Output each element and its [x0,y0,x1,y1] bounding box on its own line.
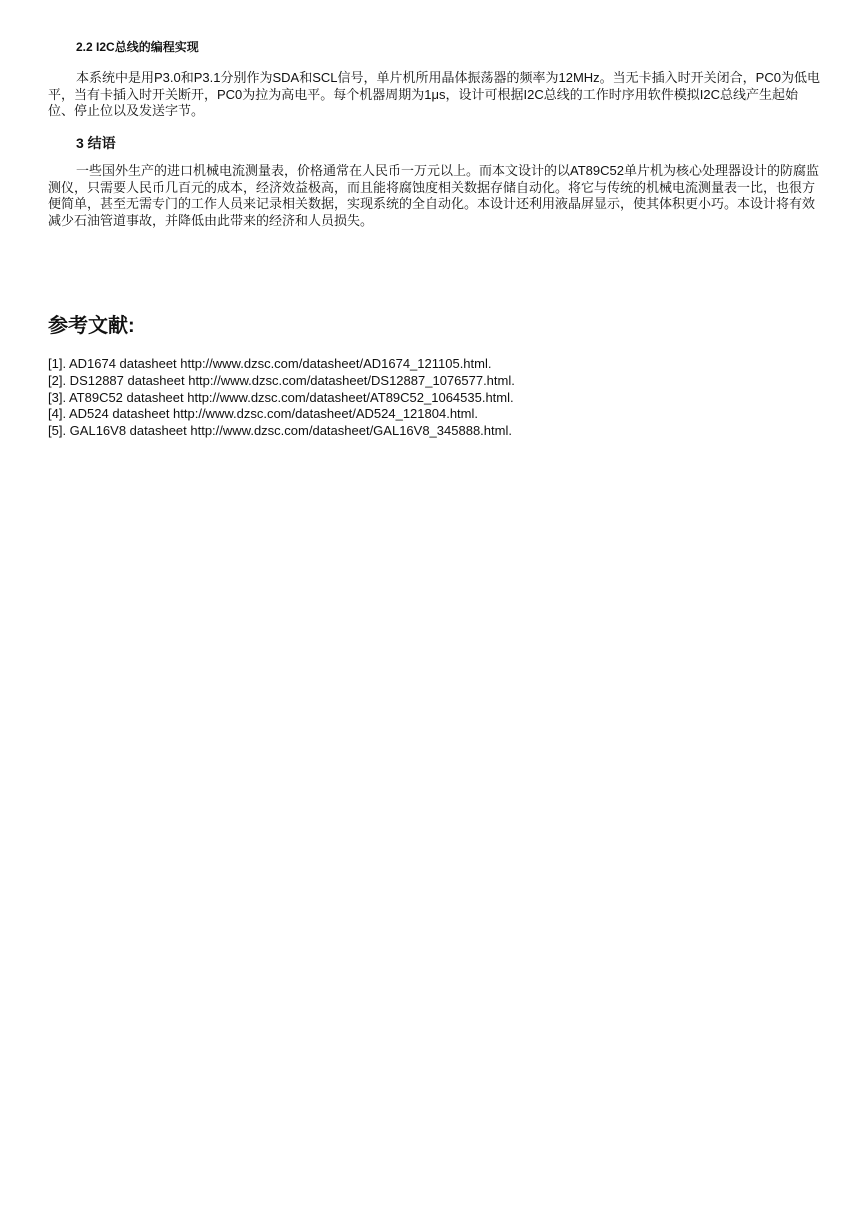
reference-item: [1]. AD1674 datasheet http://www.dzsc.com/datasheet/AD1674_121105.html. [48,356,492,371]
references-list [48,356,515,440]
section-3-paragraph: 一些国外生产的进口机械电流测量表，价格通常在人民币一万元以上。而本文设计的以AT89C52单片机为核心处理器设计的防腐监测仪，只需要人民币几百元的成本，经济效益极高，而且能将腐蚀度相关数据存储自动化。将它与传统的机械电流测量表一比，也很方便简单，甚至无需专门的工作人员来记录相关数据，实现系统的全自动化。本设计还利用液晶屏显示，使其体积更小巧。本设计将有效减少石油管道事故，并降低由此带来的经济和人员损失。 [48,163,819,228]
section-2-2-heading: 2.2 I2C总线的编程实现 [76,40,199,54]
section-3-heading: 3 结语 [76,135,116,151]
reference-item: [4]. AD524 datasheet http://www.dzsc.com/datasheet/AD524_121804.html. [48,406,478,422]
section-2-2-paragraph: 本系统中是用P3.0和P3.1分别作为SDA和SCL信号，单片机所用晶体振荡器的频率为12MHz。当无卡插入时开关闭合，PC0为低电平，当有卡插入时开关断开，PC0为拉为高电平。每个机器周期为1μs，设计可根据I2C总线的工作时序用软件模拟I2C总线产生起始位、停止位以及发送字节。 [48,70,820,118]
reference-item: [2]. DS12887 datasheet http://www.dzsc.com/datasheet/DS12887_1076577.html. [48,372,515,388]
reference-item: [5]. GAL16V8 datasheet http://www.dzsc.com/datasheet/GAL16V8_345888.html. [48,423,512,439]
reference-item: [3]. AT89C52 datasheet http://www.dzsc.com/datasheet/AT89C52_1064535.html. [48,389,514,405]
references-title: 参考文献: [48,315,135,337]
